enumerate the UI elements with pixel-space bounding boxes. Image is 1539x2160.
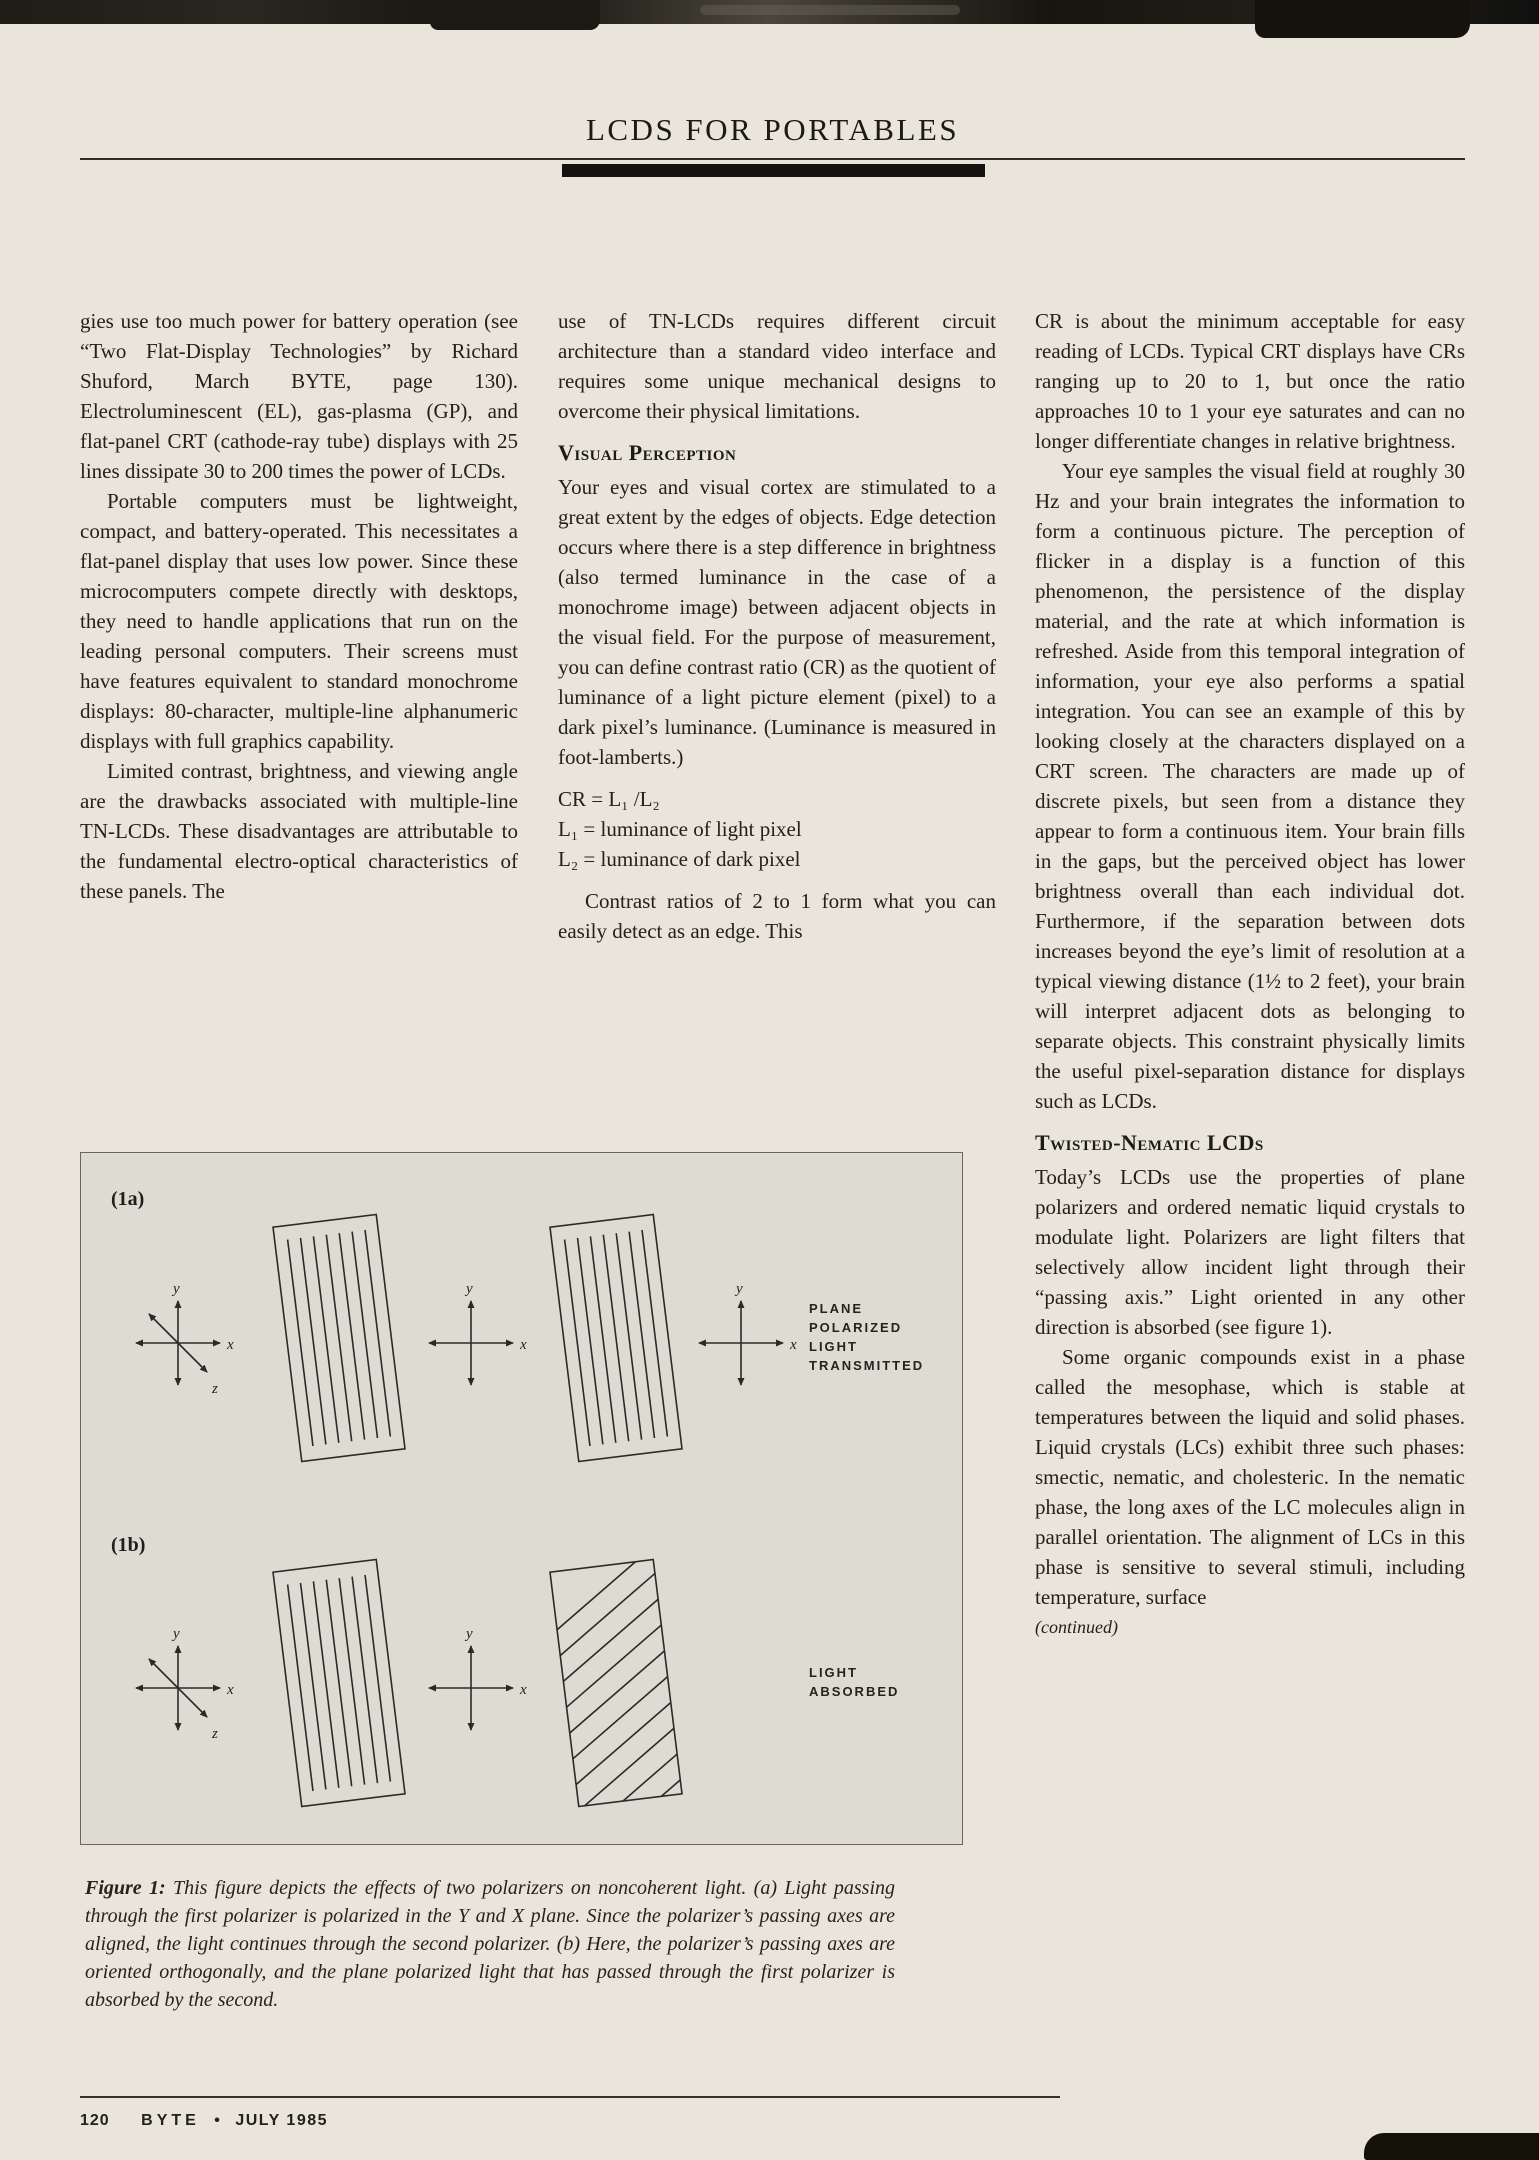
axis-x-label: x — [520, 1682, 527, 1698]
header-rule — [80, 158, 1465, 160]
figure-sublabel-1b: (1b) — [111, 1534, 146, 1556]
axis-y-label: y — [173, 1626, 180, 1642]
issue-date: JULY 1985 — [235, 2112, 329, 2129]
figure-annotation: ABSORBED — [809, 1684, 900, 1699]
polarizer-panel-diagonal — [549, 1548, 689, 1844]
body-paragraph: Limited contrast, brightness, and viewing angle are the drawbacks associated with multiple-line TN-LCDs. These disadvantages are attributable to the fundamental electro-optical characteristics of these panels. The — [80, 759, 518, 903]
polarizer-diagram — [81, 1153, 962, 1844]
formula-line: CR = L₁ /L₂ — [558, 787, 660, 811]
body-paragraph: Contrast ratios of 2 to 1 form what you can easily detect as an edge. This — [558, 889, 996, 943]
unpolarized-light-icon — [136, 1646, 220, 1730]
page-number: 120 — [80, 2112, 110, 2129]
polarized-light-icon — [699, 1301, 783, 1385]
polarizer-panel-vertical — [550, 1215, 682, 1462]
figure-annotation: TRANSMITTED — [809, 1358, 925, 1373]
body-paragraph: CR is about the minimum acceptable for easy reading of LCDs. Typical CRT displays have CRs ranging up to 20 to 1, but once the ratio approaches 10 to 1 your eye saturates and can no longer differentiate changes in relative brightness. — [1035, 309, 1465, 453]
footer-rule — [80, 2096, 1060, 2098]
column-2 — [558, 306, 996, 946]
body-paragraph: gies use too much power for battery operation (see “Two Flat-Display Technologies” by Richard Shuford, March BYTE, page 130). Electroluminescent (EL), gas-plasma (GP), and flat-panel CRT (cathode-ray tube) displays with 25 lines dissipate 30 to 200 times the power of LCDs. — [80, 309, 518, 483]
polarized-light-icon — [429, 1301, 513, 1385]
page-footer — [80, 2112, 328, 2130]
polarizer-panel-vertical — [273, 1215, 405, 1462]
figure-caption — [85, 1874, 895, 2014]
body-paragraph: use of TN-LCDs requires different circuit architecture than a standard video interface and requires some unique mechanical designs to overcome their physical limitations. — [558, 309, 996, 423]
figure-sublabel-1a: (1a) — [111, 1188, 145, 1210]
axis-y-label: y — [466, 1626, 473, 1642]
figure-annotation: POLARIZED — [809, 1320, 903, 1335]
figure-1-box — [80, 1152, 963, 1845]
body-paragraph: Some organic compounds exist in a phase called the mesophase, which is stable at temperatures between the liquid and solid phases. Liquid crystals (LCs) exhibit three such phases: smectic, nematic, and cholesteric. In the nematic phase, the long axes of the LC molecules align in parallel orientation. The alignment of LCs in this phase is sensitive to several stimuli, including temperature, surface — [1035, 1345, 1465, 1609]
axis-x-label: x — [520, 1337, 527, 1353]
polarizer-panel-vertical — [273, 1560, 405, 1807]
magazine-name: BYTE — [141, 2112, 200, 2129]
axis-x-label: x — [227, 1682, 234, 1698]
body-paragraph: Portable computers must be lightweight, compact, and battery-operated. This necessitates a flat-panel display that uses low power. Since these microcomputers compete directly with desktops, they need to handle applications that run on the leading personal computers. Their screens must have features equivalent to standard monochrome displays: 80-character, multiple-line alphanumeric displays with full graphics capability. — [80, 489, 518, 753]
figure-caption-label: Figure 1: — [85, 1877, 166, 1899]
scan-blob-artifact — [1255, 0, 1470, 38]
figure-annotation: LIGHT — [809, 1665, 858, 1680]
axis-z-label: z — [212, 1726, 218, 1742]
figure-annotation: PLANE — [809, 1301, 864, 1316]
continued-marker: (continued) — [1035, 1617, 1118, 1637]
scan-blob-artifact — [430, 0, 600, 30]
formula-line: L₁ = luminance of light pixel — [558, 817, 802, 841]
axis-y-label: y — [466, 1281, 473, 1297]
section-heading-visual-perception: Visual Perception — [558, 440, 737, 465]
body-paragraph: Your eyes and visual cortex are stimulated to a great extent by the edges of objects. Edge detection occurs where there is a step difference in brightness (also termed luminance in the case of a monochrome image) between adjacent objects in the visual field. For the purpose of measurement, you can define contrast ratio (CR) as the quotient of luminance of a light picture element (pixel) to a dark pixel’s luminance. (Luminance is measured in foot-lamberts.) — [558, 475, 996, 769]
footer-bullet: • — [214, 2112, 221, 2129]
axis-y-label: y — [736, 1281, 743, 1297]
section-heading-twisted-nematic: Twisted-Nematic LCDs — [1035, 1130, 1264, 1155]
body-paragraph: Today’s LCDs use the properties of plane polarizers and ordered nematic liquid crystals to modulate light. Polarizers are light filters that selectively allow incident light through their “passing axis.” Light oriented in any other direction is absorbed (see figure 1). — [1035, 1165, 1465, 1339]
figure-annotation: LIGHT — [809, 1339, 858, 1354]
column-3 — [1035, 306, 1465, 1642]
scan-streak-artifact — [700, 5, 960, 15]
axis-x-label: x — [227, 1337, 234, 1353]
running-head: LCDS FOR PORTABLES — [585, 112, 960, 147]
unpolarized-light-icon — [136, 1301, 220, 1385]
figure-caption-text: This figure depicts the effects of two polarizers on noncoherent light. (a) Light passing through the first polarizer is polarized in the Y and X plane. Since the polarizer’s passing axes are aligned, the light continues through the second polarizer. (b) Here, the polarizer’s passing axes are oriented orthogonally, and the plane polarized light that has passed through the first polarizer is absorbed by the second. — [85, 1877, 896, 2011]
header-bar — [562, 164, 985, 177]
axis-x-label: x — [790, 1337, 797, 1353]
contrast-ratio-formula — [558, 784, 996, 874]
formula-line: L₂ = luminance of dark pixel — [558, 847, 801, 871]
axis-z-label: z — [212, 1381, 218, 1397]
polarized-light-icon — [429, 1646, 513, 1730]
axis-y-label: y — [173, 1281, 180, 1297]
column-1 — [80, 306, 518, 906]
body-paragraph: Your eye samples the visual field at roughly 30 Hz and your brain integrates the information to form a continuous picture. The perception of flicker in a display is a function of this phenomenon, the persistence of the display material, and the rate at which information is refreshed. Aside from this temporal integration of information, your eye also performs a spatial integration. You can see an example of this by looking closely at the characters displayed on a CRT screen. The characters are made up of discrete pixels, but seen from a distance they appear to form a continuous item. Your brain fills in the gaps, but the perceived object has lower brightness overall than each individual dot. Furthermore, if the separation between dots increases beyond the eye’s limit of resolution at a typical viewing distance (1½ to 2 feet), your brain will interpret adjacent dots as belonging to separate objects. This constraint physically limits the useful pixel-separation distance for displays such as LCDs. — [1035, 459, 1465, 1113]
scan-blob-artifact — [1364, 2133, 1539, 2160]
